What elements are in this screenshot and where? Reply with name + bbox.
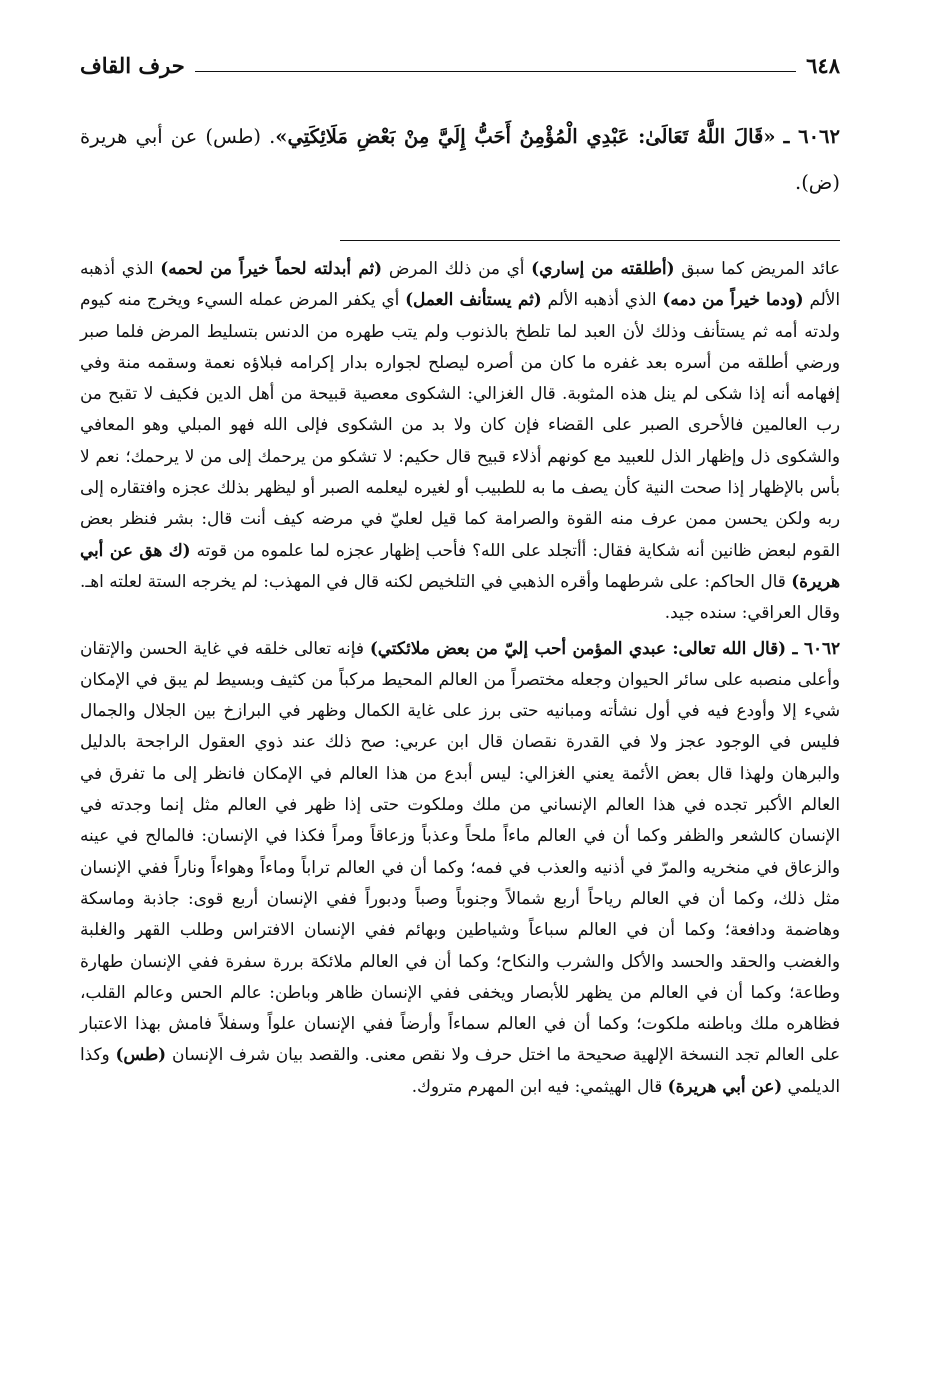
commentary-paragraph-1 — [80, 253, 840, 629]
commentary-text-run: قال الهيثمي: فيه ابن المهرم متروك. — [411, 1075, 668, 1096]
chapter-title: حرف القاف — [80, 53, 185, 78]
book-page — [80, 52, 840, 1102]
commentary-text-run: فإنه تعالى خلقه في غاية الحسن والإتقان وأعلى منصبه على سائر الحيوان وجعله مختصراً من العالم المحيط مركباً من كثيف وبسيط لم يبق في الإمكان شيء إلا وأودع فيه في أول نشأته ومبانيه حتى برز على غاية الكمال وظهر في البرازخ بين الجلال والجمال فليس في الوجود عجز ولا في القدرة نقصان قال ابن عربي: صح ذلك عند ذوي العقول الراجحة بالدليل والبرهان ولهذا قال بعض الأئمة يعني الغزالي: ليس أبدع من هذا العالم في الإمكان فانظر إلى ما تفرق في العالم الأكبر تجده في هذا العالم الإنساني من ملك وملكوت حتى إذا ظهر في العالم مثل إنما وجدته في الإنسان كالشعر والظفر وكما أن في العالم ماءاً ملحاً وعذباً وزعاقاً ومراً فكذا في الإنسان: فالمالح في عينه والزعاق في منخريه والمرّ في أذنيه والعذب في فمه؛ وكما أن في العالم تراباً وماءاً وهواءاً وناراً ففي الإنسان مثل ذلك، وكما أن في العالم رياحاً أربع شمالاً وجنوباً وصباً ودبوراً ففي الإنسان أربع قوى: جاذبة وماسكة وهاضمة ودافعة؛ وكما أن في العالم سباعاً وشياطين وبهائم ففي الإنسان الافتراس وطلب القهر والغلبة والغضب والحقد والحسد والأكل والشرب والنكاح؛ وكما أن في العالم ملائكة بررة سفرة ففي الإنسان طهارة وطاعة؛ وكما أن في العالم من يظهر للأبصار ويخفى ففي الإنسان ظاهر وباطن: عالم الحس وعالم القلب، فظاهره ملك وباطنه ملكوت؛ وكما أن في العالم سماءاً وأرضاً ففي الإنسان علواً وسفلاً فامش بهذا الاعتبار على العالم تجد النسخة الإلهية صحيحة ما اختل حرف ولا نقص معنى. والقصد بيان شرف الإنسان — [80, 637, 841, 1065]
commentary-text-run: أي من ذلك المرض — [382, 258, 532, 278]
hadith-source: . (طس) عن أبي هريرة (ض). — [80, 125, 840, 194]
commentary-text-run: الذي أذهبه الألم — [541, 289, 663, 310]
commentary-text-run: عائد المريض كما سبق — [674, 258, 840, 278]
running-header — [80, 52, 840, 78]
commentary-bold-run: ٦٠٦٢ ـ (قال الله تعالى: عبدي المؤمن أحب إليّ من بعض ملائكتي) — [369, 637, 840, 658]
commentary-bold-run: (عن أبي هريرة) — [667, 1075, 783, 1096]
commentary-bold-run: (ثم أبدلته لحماً خيراً من لحمه) — [160, 258, 383, 278]
header-rule — [195, 71, 796, 72]
commentary-text-run: قال الحاكم: على شرطهما وأقره الذهبي في التلخيص لكنه قال في المهذب: لم يخرجه الستة لعلته اهـ. وقال العراقي: سنده جيد. — [80, 570, 840, 623]
footnote-separator — [340, 240, 840, 241]
hadith-entry — [80, 114, 840, 206]
hadith-text: «قَالَ اللَّهُ تَعَالَىٰ: عَبْدِي الْمُؤْمِنُ أَحَبُّ إِلَيَّ مِنْ بَعْضِ مَلَائِكَتِي» — [275, 125, 776, 148]
commentary-paragraph-2 — [80, 633, 840, 1102]
commentary-bold-run: (أطلقته من إساري) — [531, 258, 675, 278]
commentary-bold-run: (ودما خيراً من دمه) — [662, 289, 804, 310]
page-number: ٦٤٨ — [806, 53, 840, 78]
commentary-bold-run: (ك هق عن أبي هريرة) — [80, 539, 840, 591]
commentary-text-run: أي يكفر المرض عمله السيء ويخرج منه كيوم ولدته أمه ثم يستأنف وذلك لأن العبد لما تلطخ بالذنوب ولم يتب طهره من الدنس بتسليط المرض فلما صبر ورضي أطلقه من أسره بعد غفره ما كان من أصره ليصلح لجواره بدار إكرامه فبلاؤه نعمة وسقمه منة وفي إفهامه أنه إذا شكى لم ينل هذه المثوبة. قال الغزالي: الشكوى معصية قبيحة من أهل الدين فكيف لا تقبح من رب العالمين فالأحرى الصبر على القضاء فإن كان ولا بد من الشكوى فإلى الله فهو المبلي وهو المعافي والشكوى ذل وإظهار الذل للعبيد مع كونهم أذلاء قبيح قال حكيم: لا تشكو من يرحمك إلى من لا يرحمك؛ نعم لا بأس بالإظهار إذا صحت النية كأن يصف ما به للطبيب أو لغيره ليعلمه الصبر أو ليظهر بذلك عجزه وافتقاره إلى ربه ولكن يحسن ممن عرف منه القوة والصرامة كما قيل لعليّ في مرضه كيف أنت قال: بشر فنظر بعض القوم لبعض ظانين أنه شكاية فقال: أأتجلد على الله؟ فأحب إظهار عجزه لما علموه من قوته — [80, 289, 840, 560]
commentary — [80, 253, 840, 1102]
commentary-text-run: وكذا الديلمي — [80, 1044, 840, 1096]
commentary-bold-run: (ثم يستأنف العمل) — [405, 289, 542, 310]
commentary-bold-run: (طس) — [115, 1044, 167, 1065]
hadith-number: ٦٠٦٢ ـ — [783, 125, 840, 148]
commentary-text-run: الذي أذهبه الألم — [80, 258, 840, 310]
